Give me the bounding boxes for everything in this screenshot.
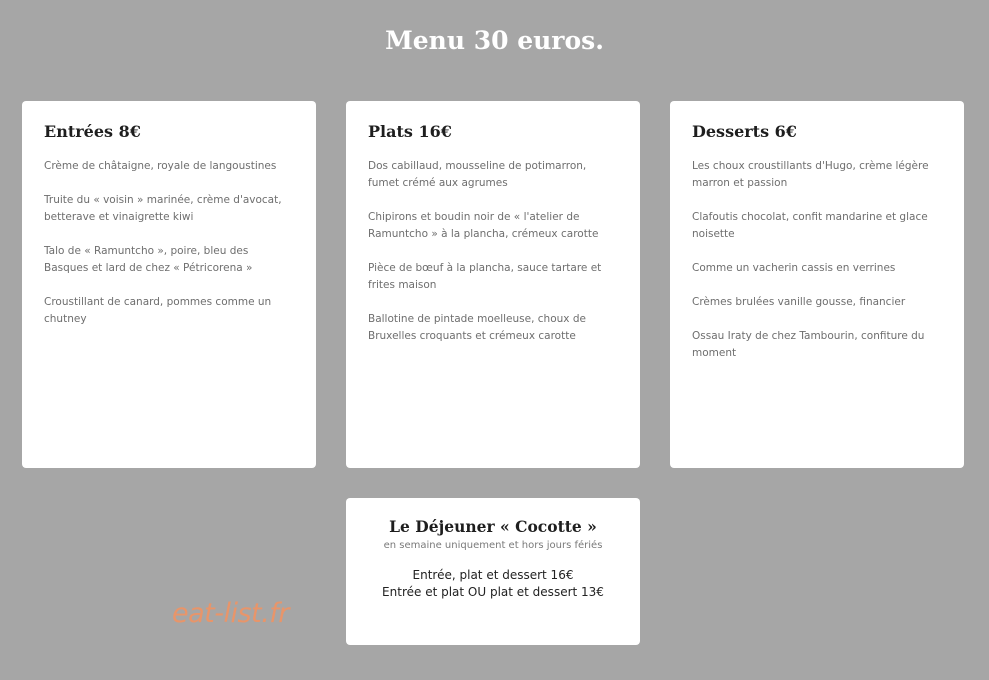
entrees-card [22, 101, 316, 468]
plats-heading: Plats 16€ [368, 122, 452, 141]
lunch-card [346, 498, 640, 645]
dish-item: Truite du « voisin » marinée, crème d'avocat, betterave et vinaigrette kiwi [44, 194, 282, 223]
lunch-offer-full: Entrée, plat et dessert 16€ [412, 568, 574, 582]
dish-item: Ballotine de pintade moelleuse, choux de Bruxelles croquants et crémeux carotte [368, 313, 586, 342]
entrees-list [44, 158, 294, 328]
plats-list [368, 158, 618, 345]
lunch-title: Le Déjeuner « Cocotte » [389, 517, 597, 536]
page-title: Menu 30 euros. [385, 26, 604, 55]
dish-item: Clafoutis chocolat, confit mandarine et glace noisette [692, 211, 928, 240]
dish-item: Crèmes brulées vanille gousse, financier [692, 296, 906, 308]
dish-item: Ossau Iraty de chez Tambourin, confiture du moment [692, 330, 925, 359]
entrees-heading: Entrées 8€ [44, 122, 141, 141]
dish-item: Dos cabillaud, mousseline de potimarron, fumet crémé aux agrumes [368, 160, 587, 189]
dish-item: Talo de « Ramuntcho », poire, bleu des Basques et lard de chez « Pétricorena » [44, 245, 253, 274]
dish-item: Crème de châtaigne, royale de langoustines [44, 160, 277, 172]
dish-item: Les choux croustillants d'Hugo, crème légère marron et passion [692, 160, 929, 189]
lunch-subtitle: en semaine uniquement et hors jours fériés [383, 540, 603, 551]
dish-item: Chipirons et boudin noir de « l'atelier de Ramuntcho » à la plancha, crémeux carotte [368, 211, 599, 240]
dish-item: Croustillant de canard, pommes comme un chutney [44, 296, 272, 325]
desserts-heading: Desserts 6€ [692, 122, 797, 141]
watermark: eat-list.fr [172, 598, 289, 629]
dish-item: Comme un vacherin cassis en verrines [692, 262, 896, 274]
lunch-offer-partial: Entrée et plat OU plat et dessert 13€ [382, 585, 604, 599]
dish-item: Pièce de bœuf à la plancha, sauce tartare et frites maison [368, 262, 602, 291]
plats-card [346, 101, 640, 468]
desserts-list [692, 158, 942, 362]
desserts-card [670, 101, 964, 468]
